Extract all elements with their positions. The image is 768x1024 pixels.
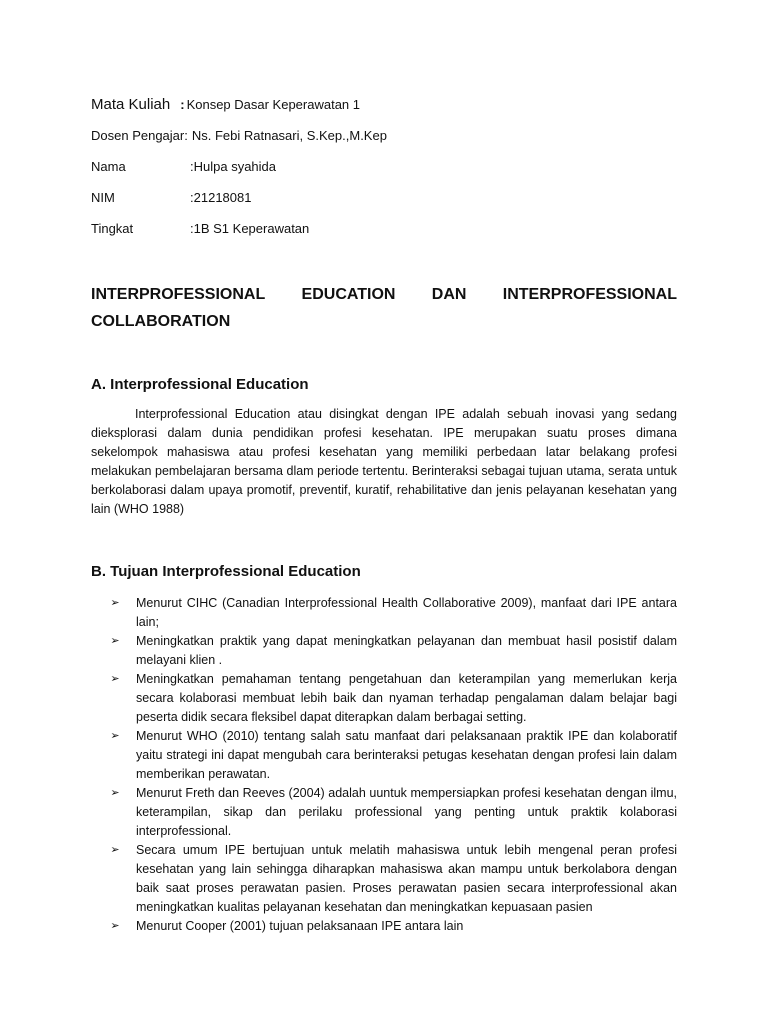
section-a-heading: A. Interprofessional Education: [91, 376, 309, 393]
list-item: [91, 917, 677, 936]
title-word: EDUCATION: [301, 286, 396, 303]
title-word: DAN: [431, 286, 467, 303]
info-value: Konsep Dasar Keperawatan 1: [186, 97, 361, 112]
arrowhead-bullet-icon: ➢: [110, 730, 120, 742]
info-label: Dosen Pengajar: [91, 128, 185, 143]
info-separator: :: [184, 128, 188, 143]
title-word: INTERPROFESSIONAL: [91, 286, 266, 303]
info-separator: :: [190, 159, 194, 174]
list-item: [91, 727, 677, 784]
info-label: Mata Kuliah: [91, 96, 171, 113]
list-item-text: Menurut CIHC (Canadian Interprofessional Health Collaborative 2009), manfaat dari IPE antara lain;: [136, 596, 677, 629]
info-separator: :: [190, 221, 194, 236]
list-item: [91, 841, 677, 917]
info-row-nim: [91, 189, 681, 220]
title-line-1: [91, 281, 677, 308]
info-label: Tingkat: [91, 221, 134, 236]
title-line-2: COLLABORATION: [91, 313, 231, 330]
list-item-text: Meningkatkan pemahaman tentang pengetahuan dan keterampilan yang memerlukan kerja secara kolaborasi membuat lebih baik dan nyaman terhadap pengalaman dalam belajar bagi peserta didik secara fleksibel dapat diterapkan dalam berbagai setting.: [136, 672, 677, 724]
arrowhead-bullet-icon: ➢: [110, 920, 120, 932]
list-item-text: Menurut WHO (2010) tentang salah satu manfaat dari pelaksanaan praktik IPE dan kolaboratif yaitu strategi ini dapat mengubah cara berinteraksi petugas kesehatan dengan profesi lain dalam memberikan perawatan.: [136, 729, 677, 781]
student-info: [91, 96, 681, 251]
arrowhead-bullet-icon: ➢: [110, 673, 120, 685]
arrowhead-bullet-icon: ➢: [110, 844, 120, 856]
document-title: [91, 281, 677, 335]
info-row-tingkat: [91, 220, 681, 251]
arrowhead-bullet-icon: ➢: [110, 597, 120, 609]
section-b-heading: B. Tujuan Interprofessional Education: [91, 563, 361, 580]
list-item: [91, 632, 677, 670]
title-word: INTERPROFESSIONAL: [502, 286, 677, 303]
section-a-paragraph: Interprofessional Education atau disingkat dengan IPE adalah sebuah inovasi yang sedang dieksplorasi dalam dunia pendidikan profesi kesehatan. IPE merupakan suatu proses dimana sekelompok mahasiswa atau profesi kesehatan yang memiliki perbedaan latar belakang profesi melakukan pembelajaran bersama dlam periode tertentu. Berinteraksi sebagai tujuan utama, serata untuk berkolaborasi dalam upaya promotif, preventif, kuratif, rehabilitative dan jenis pelayanan kesehatan yang lain (WHO 1988): [91, 407, 677, 516]
info-row-mata-kuliah: [91, 96, 681, 127]
info-separator: :: [190, 190, 194, 205]
arrowhead-bullet-icon: ➢: [110, 787, 120, 799]
info-value: Ns. Febi Ratnasari, S.Kep.,M.Kep: [191, 128, 387, 143]
arrowhead-bullet-icon: ➢: [110, 635, 120, 647]
info-row-nama: [91, 158, 681, 189]
info-label: NIM: [91, 190, 115, 205]
list-item-text: Menurut Cooper (2001) tujuan pelaksanaan IPE antara lain: [136, 919, 464, 933]
section-b-list: [91, 594, 677, 936]
info-value: Hulpa syahida: [193, 159, 277, 174]
info-value: 1B S1 Keperawatan: [193, 221, 310, 236]
list-item-text: Secara umum IPE bertujuan untuk melatih mahasiswa untuk lebih mengenal peran profesi kesehatan yang lain sehingga diharapkan mahasiswa akan mampu untuk berkolabora dengan baik saat proses perawatan pasien. Proses perawatan pasien secara interprofessional akan meningkatkan kualitas pelayanan kesehatan dan meningkatkan kepuasaan pasien: [136, 843, 677, 914]
list-item: [91, 670, 677, 727]
list-item-text: Menurut Freth dan Reeves (2004) adalah uuntuk mempersiapkan profesi kesehatan dengan ilmu, keterampilan, sikap dan perilaku professional yang penting untuk praktik kolaborasi interprofessional.: [136, 786, 677, 838]
list-item: [91, 784, 677, 841]
info-value: 21218081: [193, 190, 252, 205]
info-row-dosen: [91, 127, 681, 158]
info-separator: :: [180, 97, 185, 112]
info-label: Nama: [91, 159, 126, 174]
list-item: [91, 594, 677, 632]
list-item-text: Meningkatkan praktik yang dapat meningkatkan pelayanan dan membuat hasil posistif dalam melayani klien .: [136, 634, 677, 667]
